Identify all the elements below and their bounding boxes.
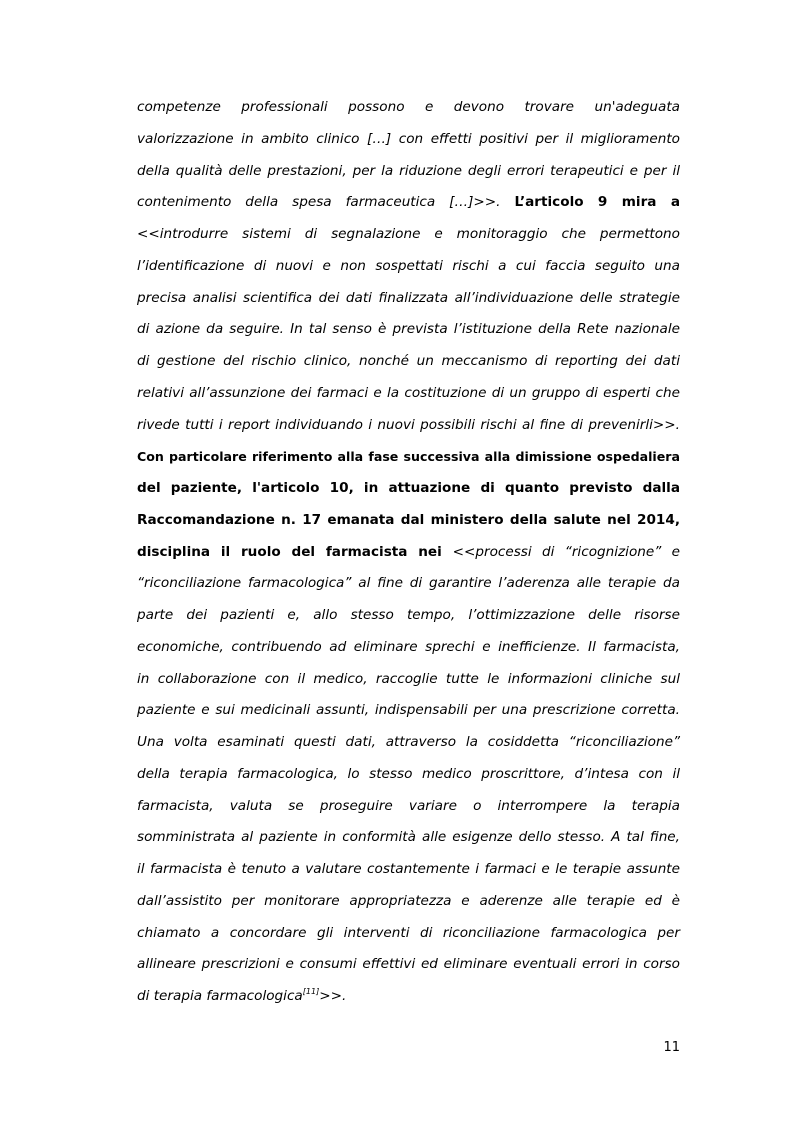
italic-text: Una volta esaminati questi dati, attraverso la cosiddetta “riconciliazione” bbox=[137, 734, 680, 750]
italic-text: paziente e sui medicinali assunti, indispensabili per una prescrizione corretta. bbox=[137, 702, 680, 719]
text-line bbox=[137, 664, 680, 696]
text-line bbox=[137, 505, 680, 537]
text-line bbox=[137, 854, 680, 886]
italic-text: in collaborazione con il medico, raccoglie tutte le informazioni cliniche sul bbox=[137, 670, 680, 687]
italic-text: chiamato a concordare gli interventi di riconciliazione farmacologica per bbox=[137, 924, 680, 941]
text-line bbox=[137, 219, 680, 251]
italic-text: di azione da seguire. In tal senso è prevista l’istituzione della Rete nazionale bbox=[137, 321, 680, 338]
bold-text: Raccomandazione n. 17 emanata dal ministero della salute nel 2014, bbox=[137, 511, 680, 528]
italic-text: valorizzazione in ambito clinico […] con effetti positivi per il miglioramento bbox=[137, 130, 680, 147]
text-line bbox=[137, 92, 680, 124]
bold-text: del paziente, l'articolo 10, in attuazione di quanto previsto dalla bbox=[137, 480, 680, 496]
text-line bbox=[137, 568, 680, 600]
italic-text: il farmacista è tenuto a valutare costantemente i farmaci e le terapie assunte bbox=[137, 861, 680, 877]
text-line bbox=[137, 981, 680, 1013]
italic-text: somministrata al paziente in conformità alle esigenze dello stesso. A tal fine, bbox=[137, 829, 680, 846]
italic-text: parte dei pazienti e, allo stesso tempo, l’ottimizzazione delle risorse bbox=[137, 607, 680, 623]
text-line bbox=[137, 949, 680, 981]
italic-text: economiche, contribuendo ad eliminare sprechi e inefficienze. Il farmacista, bbox=[137, 638, 680, 655]
italic-text: relativi all’assunzione dei farmaci e la costituzione di un gruppo di esperti che bbox=[137, 384, 680, 401]
italic-text: di terapia farmacologica bbox=[137, 988, 303, 1004]
text-line bbox=[137, 314, 680, 346]
body-paragraph bbox=[137, 92, 680, 1013]
italic-text: competenze professionali possono e devono trovare un'adeguata bbox=[137, 99, 680, 115]
text-line bbox=[137, 918, 680, 950]
italic-text: precisa analisi scientifica dei dati finalizzata all’individuazione delle strategie bbox=[137, 289, 680, 306]
text-line bbox=[137, 156, 680, 188]
bold-text: Con particolare riferimento alla fase successiva alla dimissione ospedaliera bbox=[137, 449, 680, 465]
italic-text: della terapia farmacologica, lo stesso medico proscrittore, d’intesa con il bbox=[137, 765, 680, 782]
text-line bbox=[137, 441, 680, 473]
italic-text: dall’assistito per monitorare appropriatezza e aderenze alle terapie ed è bbox=[137, 892, 680, 909]
footnote-reference: [11] bbox=[302, 987, 320, 996]
text-line bbox=[137, 346, 680, 378]
italic-text: della qualità delle prestazioni, per la riduzione degli errori terapeutici e per il bbox=[137, 162, 680, 179]
text-line bbox=[137, 187, 680, 219]
text-line bbox=[137, 283, 680, 315]
text-line bbox=[137, 791, 680, 823]
text-line bbox=[137, 727, 680, 759]
bold-text: L’articolo 9 mira a bbox=[514, 194, 680, 211]
text-line bbox=[137, 473, 680, 505]
italic-text: >>. bbox=[319, 988, 347, 1004]
bold-text: disciplina il ruolo del farmacista nei bbox=[137, 543, 453, 560]
text-line bbox=[137, 632, 680, 664]
italic-text: <<introdurre sistemi di segnalazione e monitoraggio che permettono bbox=[137, 226, 680, 242]
text-line bbox=[137, 695, 680, 727]
italic-text: rivede tutti i report individuando i nuovi possibili rischi al fine di prevenirli>>. bbox=[137, 416, 680, 433]
italic-text: contenimento della spesa farmaceutica […]>>. bbox=[137, 194, 515, 211]
page-number: 11 bbox=[663, 1040, 680, 1055]
italic-text: di gestione del rischio clinico, nonché un meccanismo di reporting dei dati bbox=[137, 353, 680, 369]
italic-text: allineare prescrizioni e consumi effettivi ed eliminare eventuali errori in corso bbox=[137, 956, 680, 973]
text-line bbox=[137, 759, 680, 791]
text-line bbox=[137, 124, 680, 156]
italic-text: “riconciliazione farmacologica” al fine di garantire l’aderenza alle terapie da bbox=[137, 575, 680, 592]
italic-text: <<processi di “ricognizione” e bbox=[452, 543, 681, 560]
text-line bbox=[137, 886, 680, 918]
text-line bbox=[137, 537, 680, 569]
text-line bbox=[137, 378, 680, 410]
italic-text: farmacista, valuta se proseguire variare o interrompere la terapia bbox=[137, 797, 680, 814]
italic-text: l’identificazione di nuovi e non sospettati rischi a cui faccia seguito una bbox=[137, 257, 680, 274]
text-line bbox=[137, 251, 680, 283]
text-line bbox=[137, 822, 680, 854]
text-line bbox=[137, 410, 680, 442]
text-line bbox=[137, 600, 680, 632]
